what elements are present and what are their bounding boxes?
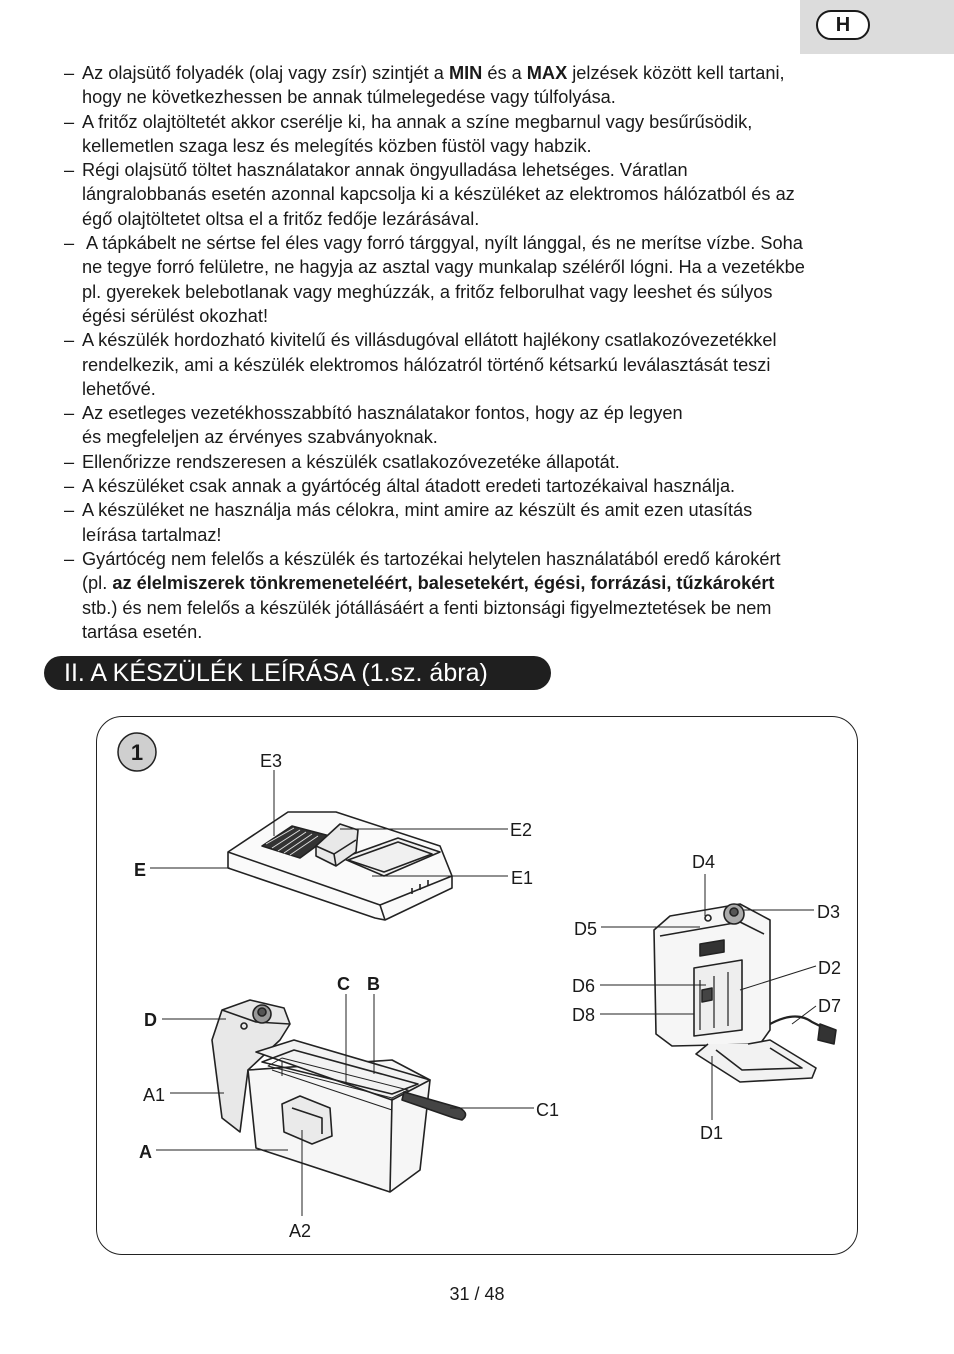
bullet-dash: – — [64, 451, 75, 472]
text-run: Az esetleges vezetékhosszabbító használatakor fontos, hogy az ép legyen — [82, 403, 683, 424]
text-run: és megfeleljen az érvényes szabványoknak. — [82, 427, 438, 448]
bold-text: az élelmiszerek tönkremeneteléért, balesetekért, égési, forrázási, tűzkárokért — [112, 573, 775, 594]
text-run: (pl. — [82, 573, 113, 594]
text-run: pl. gyerekek belebotlanak vagy meghúzzák, a fritőz felborulhat vagy leeshet és súlyos — [82, 281, 773, 302]
bullet-dash: – — [64, 63, 75, 83]
bullet-dash: – — [64, 476, 75, 497]
label-d3: D3 — [817, 902, 841, 922]
text-run: A készülék hordozható kivitelű és villásdugóval ellátott hajlékony csatlakozóvezetékkel — [82, 330, 777, 351]
label-e2: E2 — [510, 820, 533, 840]
label-d2: D2 — [818, 958, 842, 978]
text-run: leírása tartalmaz! — [82, 524, 222, 545]
bold-text: MIN — [448, 63, 483, 83]
label-d7: D7 — [818, 996, 842, 1016]
text-run: Ellenőrizze rendszeresen a készülék csatlakozóvezetéke állapotát. — [82, 451, 620, 472]
bold-text: MAX — [526, 63, 568, 83]
bullet-dash: – — [64, 403, 75, 424]
label-e3: E3 — [260, 751, 283, 771]
bullet-dash: – — [64, 233, 75, 254]
text-run: A készüléket ne használja más célokra, mint amire az készült és amit ezen utasítás — [82, 500, 753, 521]
text-run: hogy ne következhessen be annak túlmelegedése vagy túlfolyása. — [82, 87, 616, 108]
text-run: A tápkábelt ne sértse fel éles vagy forró tárggyal, nyílt lánggal, és ne merítse vízbe. Soha — [82, 233, 803, 254]
text-run: rendelkezik, ami a készülék elektromos hálózatról történő kétsarkú leválasztását teszi — [82, 354, 771, 375]
text-run: A fritőz olajtöltetét akkor cserélje ki, ha annak a színe megbarnul vagy besűrűsödik, — [82, 111, 753, 132]
label-e: E — [134, 860, 147, 880]
bullet-dash: – — [64, 111, 75, 132]
label-b: B — [367, 974, 380, 994]
figure-number-badge — [118, 733, 156, 771]
figure-number: 1 — [130, 740, 144, 765]
fryer-illustration — [212, 1000, 466, 1192]
bullet-dash: – — [64, 160, 75, 181]
text-run: égő olajtöltetet oltsa el a fritőz fedője lezárásával. — [82, 208, 480, 229]
label-c1: C1 — [536, 1100, 560, 1120]
text-run: és a — [482, 63, 527, 83]
text-run: kellemetlen szaga lesz és melegítés közben füstöl vagy habzik. — [82, 135, 592, 156]
label-d8: D8 — [572, 1005, 596, 1025]
text-run: tartása esetén. — [82, 621, 203, 642]
label-d1: D1 — [700, 1123, 724, 1143]
text-run: lángralobbanás esetén azonnal kapcsolja ki a készüléket az elektromos hálózatból és az — [82, 184, 795, 205]
label-a2: A2 — [289, 1221, 312, 1241]
text-run: stb.) és nem felelős a készülék jótállásáért a fenti biztonsági figyelmeztetések be nem — [82, 597, 772, 618]
text-run: lehetővé. — [82, 378, 156, 399]
bullet-dash: – — [64, 548, 75, 569]
text-run: Régi olajsütő töltet használatakor annak öngyulladása lehetséges. Váratlan — [82, 160, 688, 181]
label-a: A — [139, 1142, 152, 1162]
label-d: D — [144, 1010, 157, 1030]
text-run: ne tegye forró felületre, ne hagyja az asztal vagy munkalap széléről lógni. Ha a vezetékbe — [82, 257, 805, 278]
text-run: égési sérülést okozhat! — [82, 305, 269, 326]
label-e1: E1 — [511, 868, 534, 888]
label-a1: A1 — [143, 1085, 166, 1105]
label-d6: D6 — [572, 976, 596, 996]
text-run: Gyártócég nem felelős a készülék és tartozékai helytelen használatából eredő károkért — [82, 548, 781, 569]
page-number: 31 / 48 — [449, 1284, 505, 1304]
back-view-illustration — [654, 904, 836, 1082]
bullet-dash: – — [64, 500, 75, 521]
text-run: A készüléket csak annak a gyártócég által átadott eredeti tartozékaival használja. — [82, 476, 736, 497]
bullet-dash: – — [64, 330, 75, 351]
lid-illustration — [228, 812, 452, 920]
section-title: II. A KÉSZÜLÉK LEÍRÁSA (1.sz. ábra) — [44, 656, 551, 690]
label-d5: D5 — [574, 919, 598, 939]
label-c: C — [337, 974, 350, 994]
text-run: jelzések között kell tartani, — [567, 63, 785, 83]
text-run: Az olajsütő folyadék (olaj vagy zsír) szintjét a — [82, 63, 449, 83]
label-d4: D4 — [692, 852, 716, 872]
language-badge: H — [816, 10, 870, 40]
